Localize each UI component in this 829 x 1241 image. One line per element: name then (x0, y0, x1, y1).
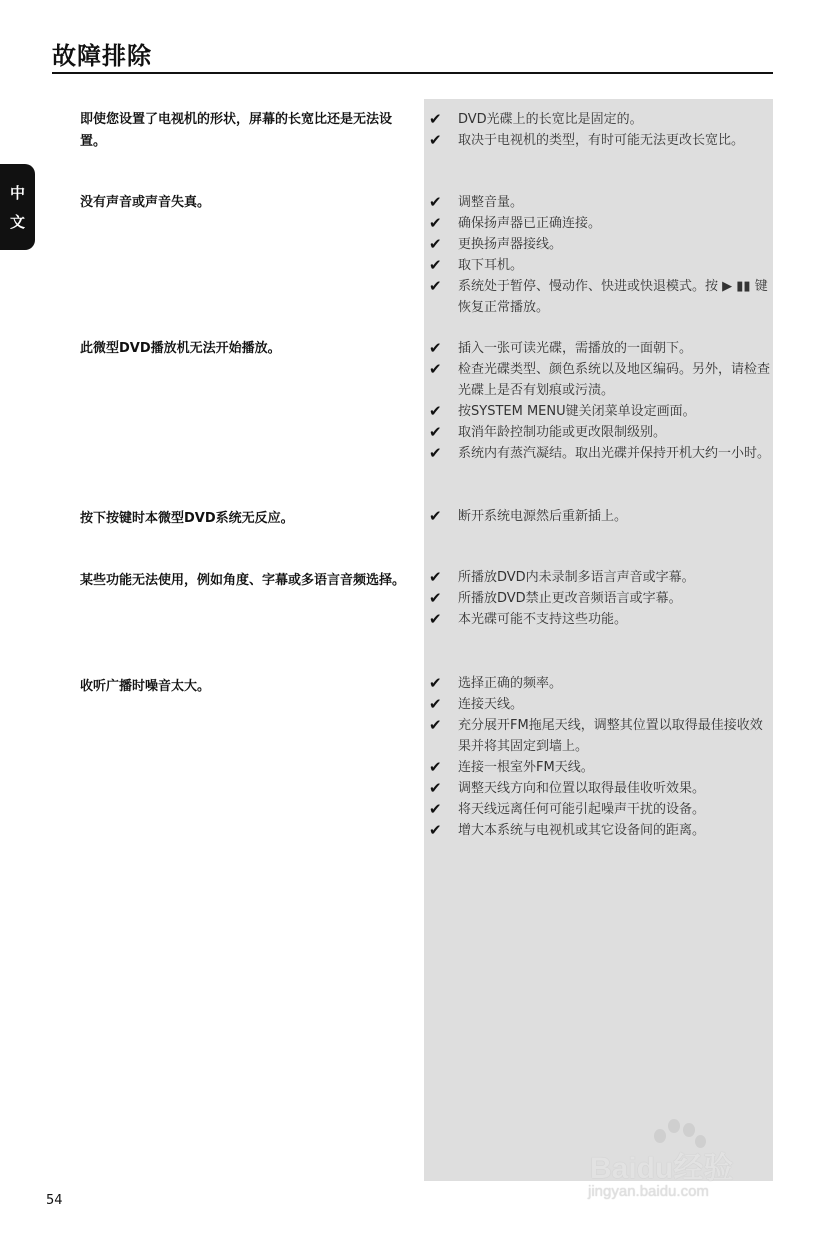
check-icon: ✔ (429, 589, 442, 607)
solution-item: ✔ 所播放DVD内未录制多语言声音或字幕。 (429, 568, 695, 586)
check-icon: ✔ (429, 193, 442, 211)
problem-text: 此微型DVD播放机无法开始播放。 (80, 341, 281, 356)
language-tab (0, 164, 35, 250)
solution-item: ✔ 增大本系统与电视机或其它设备间的距离。 (429, 821, 706, 839)
check-icon: ✔ (429, 360, 442, 378)
paw-icon (683, 1123, 695, 1137)
watermark-brand: Baidu经验 (590, 1152, 734, 1185)
solution-item: ✔ 检查光碟类型、颜色系统以及地区编码。另外，请检查光碟上是否有划痕或污渍。 (429, 360, 771, 398)
problem-text: 某些功能无法使用，例如角度、字幕或多语言音频选择。 (80, 573, 406, 588)
solution-list (429, 338, 773, 464)
solution-item: ✔ 本光碟可能不支持这些功能。 (429, 610, 628, 628)
language-tab-char: 中 (9, 184, 25, 202)
solution-item: ✔ 取决于电视机的类型，有时可能无法更改长宽比。 (429, 131, 745, 149)
problem-text: 即使您设置了电视机的形状，屏幕的长宽比还是无法设置。 (80, 112, 393, 149)
check-icon: ✔ (429, 674, 442, 692)
page-title: 故障排除 (52, 42, 152, 70)
solution-list (429, 567, 773, 630)
baidu-watermark (588, 1115, 788, 1205)
solution-item: ✔ 系统内有蒸汽凝结。取出光碟并保持开机大约一小时。 (429, 444, 771, 462)
solution-list (429, 673, 773, 841)
solution-item: ✔ DVD光碟上的长宽比是固定的。 (429, 110, 643, 128)
check-icon: ✔ (429, 800, 442, 818)
check-icon: ✔ (429, 695, 442, 713)
solution-item: ✔ 确保扬声器已正确连接。 (429, 214, 602, 232)
check-icon: ✔ (429, 821, 442, 839)
solution-item: ✔ 将天线远离任何可能引起噪声干扰的设备。 (429, 800, 706, 818)
paw-icon (654, 1129, 666, 1143)
solution-item: ✔ 取下耳机。 (429, 256, 524, 274)
check-icon: ✔ (429, 256, 442, 274)
solution-item: ✔ 所播放DVD禁止更改音频语言或字幕。 (429, 589, 682, 607)
solution-item: ✔ 连接天线。 (429, 695, 524, 713)
solution-item: ✔ 充分展开FM拖尾天线，调整其位置以取得最佳接收效果并将其固定到墙上。 (429, 716, 763, 754)
solution-list (429, 109, 773, 151)
language-tab-char: 文 (9, 213, 25, 231)
page-number: 54 (46, 1193, 63, 1208)
solution-list (429, 192, 773, 318)
check-icon: ✔ (429, 758, 442, 776)
check-icon: ✔ (429, 716, 442, 734)
solution-item: ✔ 连接一根室外FM天线。 (429, 758, 594, 776)
title-rule (52, 72, 773, 74)
solution-item: ✔ 按SYSTEM MENU键关闭菜单设定画面。 (429, 402, 696, 420)
solution-item: ✔ 取消年龄控制功能或更改限制级别。 (429, 423, 667, 441)
paw-icon (668, 1119, 680, 1133)
solution-item: ✔ 断开系统电源然后重新插上。 (429, 507, 628, 525)
check-icon: ✔ (429, 610, 442, 628)
check-icon: ✔ (429, 444, 442, 462)
solution-list (429, 506, 773, 527)
solution-item: ✔ 插入一张可读光碟，需播放的一面朝下。 (429, 339, 693, 357)
check-icon: ✔ (429, 110, 442, 128)
problem-text: 没有声音或声音失真。 (80, 195, 211, 210)
check-icon: ✔ (429, 423, 442, 441)
check-icon: ✔ (429, 131, 442, 149)
problem-text: 按下按键时本微型DVD系统无反应。 (80, 511, 294, 526)
check-icon: ✔ (429, 339, 442, 357)
check-icon: ✔ (429, 779, 442, 797)
watermark-url: jingyan.baidu.com (588, 1183, 709, 1200)
solution-item: ✔ 调整天线方向和位置以取得最佳收听效果。 (429, 779, 706, 797)
problem-text: 收听广播时噪音太大。 (80, 679, 211, 694)
check-icon: ✔ (429, 402, 442, 420)
check-icon: ✔ (429, 277, 442, 295)
check-icon: ✔ (429, 235, 442, 253)
check-icon: ✔ (429, 214, 442, 232)
solution-item: ✔ 调整音量。 (429, 193, 524, 211)
check-icon: ✔ (429, 507, 442, 525)
check-icon: ✔ (429, 568, 442, 586)
solution-item: ✔ 系统处于暂停、慢动作、快进或快退模式。按 ▶ ▮▮ 键恢复正常播放。 (429, 277, 768, 315)
solution-item: ✔ 选择正确的频率。 (429, 674, 563, 692)
solution-item: ✔ 更换扬声器接线。 (429, 235, 563, 253)
